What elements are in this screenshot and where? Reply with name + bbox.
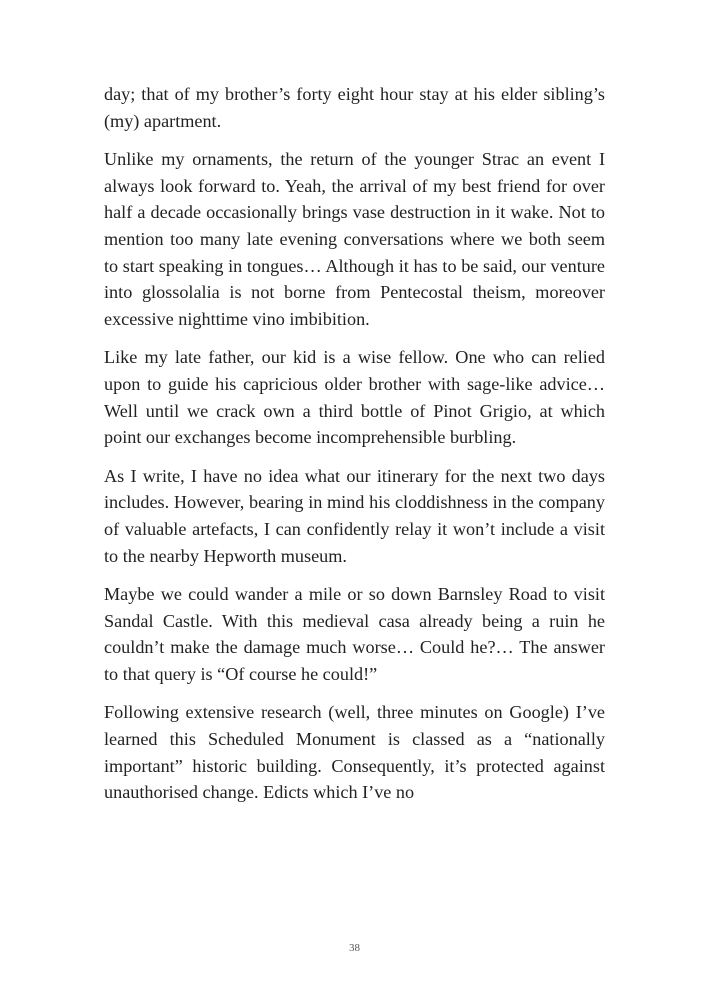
paragraph-5: Maybe we could wander a mile or so down Barnsley Road to visit Sandal Castle. With this medieval casa already being a ruin he couldn’t make the damage much worse… Could he?… The answer to that query is “Of course he could!”	[104, 584, 605, 684]
paragraph-3: Like my late father, our kid is a wise fellow. One who can relied upon to guide his capricious older brother with sage-like advice… Well until we crack own a third bottle of Pinot Grigio, at which point our exchanges become incomprehensible burbling.	[104, 347, 605, 448]
paragraph-1: day; that of my brother’s forty eight hour stay at his elder sibling’s (my) apartment.	[104, 84, 605, 131]
body-text	[104, 81, 605, 806]
paragraph-2: Unlike my ornaments, the return of the younger Strac an event I always look forward to. Yeah, the arrival of my best friend for over half a decade occasionally brings vase destruction in it wake. Not to mention too many late evening conversations where we both seem to start speaking in tongues… Although it has to be said, our venture into glossolalia is not borne from Pentecostal theism, moreover excessive nighttime vino imbibition.	[104, 149, 605, 329]
paragraph-6: Following extensive research (well, three minutes on Google) I’ve learned this Scheduled Monument is classed as a “nationally important” historic building. Consequently, it’s protected against unauthorised change. Edicts which I’ve no	[104, 702, 605, 803]
paragraph-4: As I write, I have no idea what our itinerary for the next two days includes. However, bearing in mind his cloddishness in the company of valuable artefacts, I can confidently relay it won’t include a visit to the nearby Hepworth museum.	[104, 465, 605, 566]
page-number: 38	[349, 942, 360, 954]
